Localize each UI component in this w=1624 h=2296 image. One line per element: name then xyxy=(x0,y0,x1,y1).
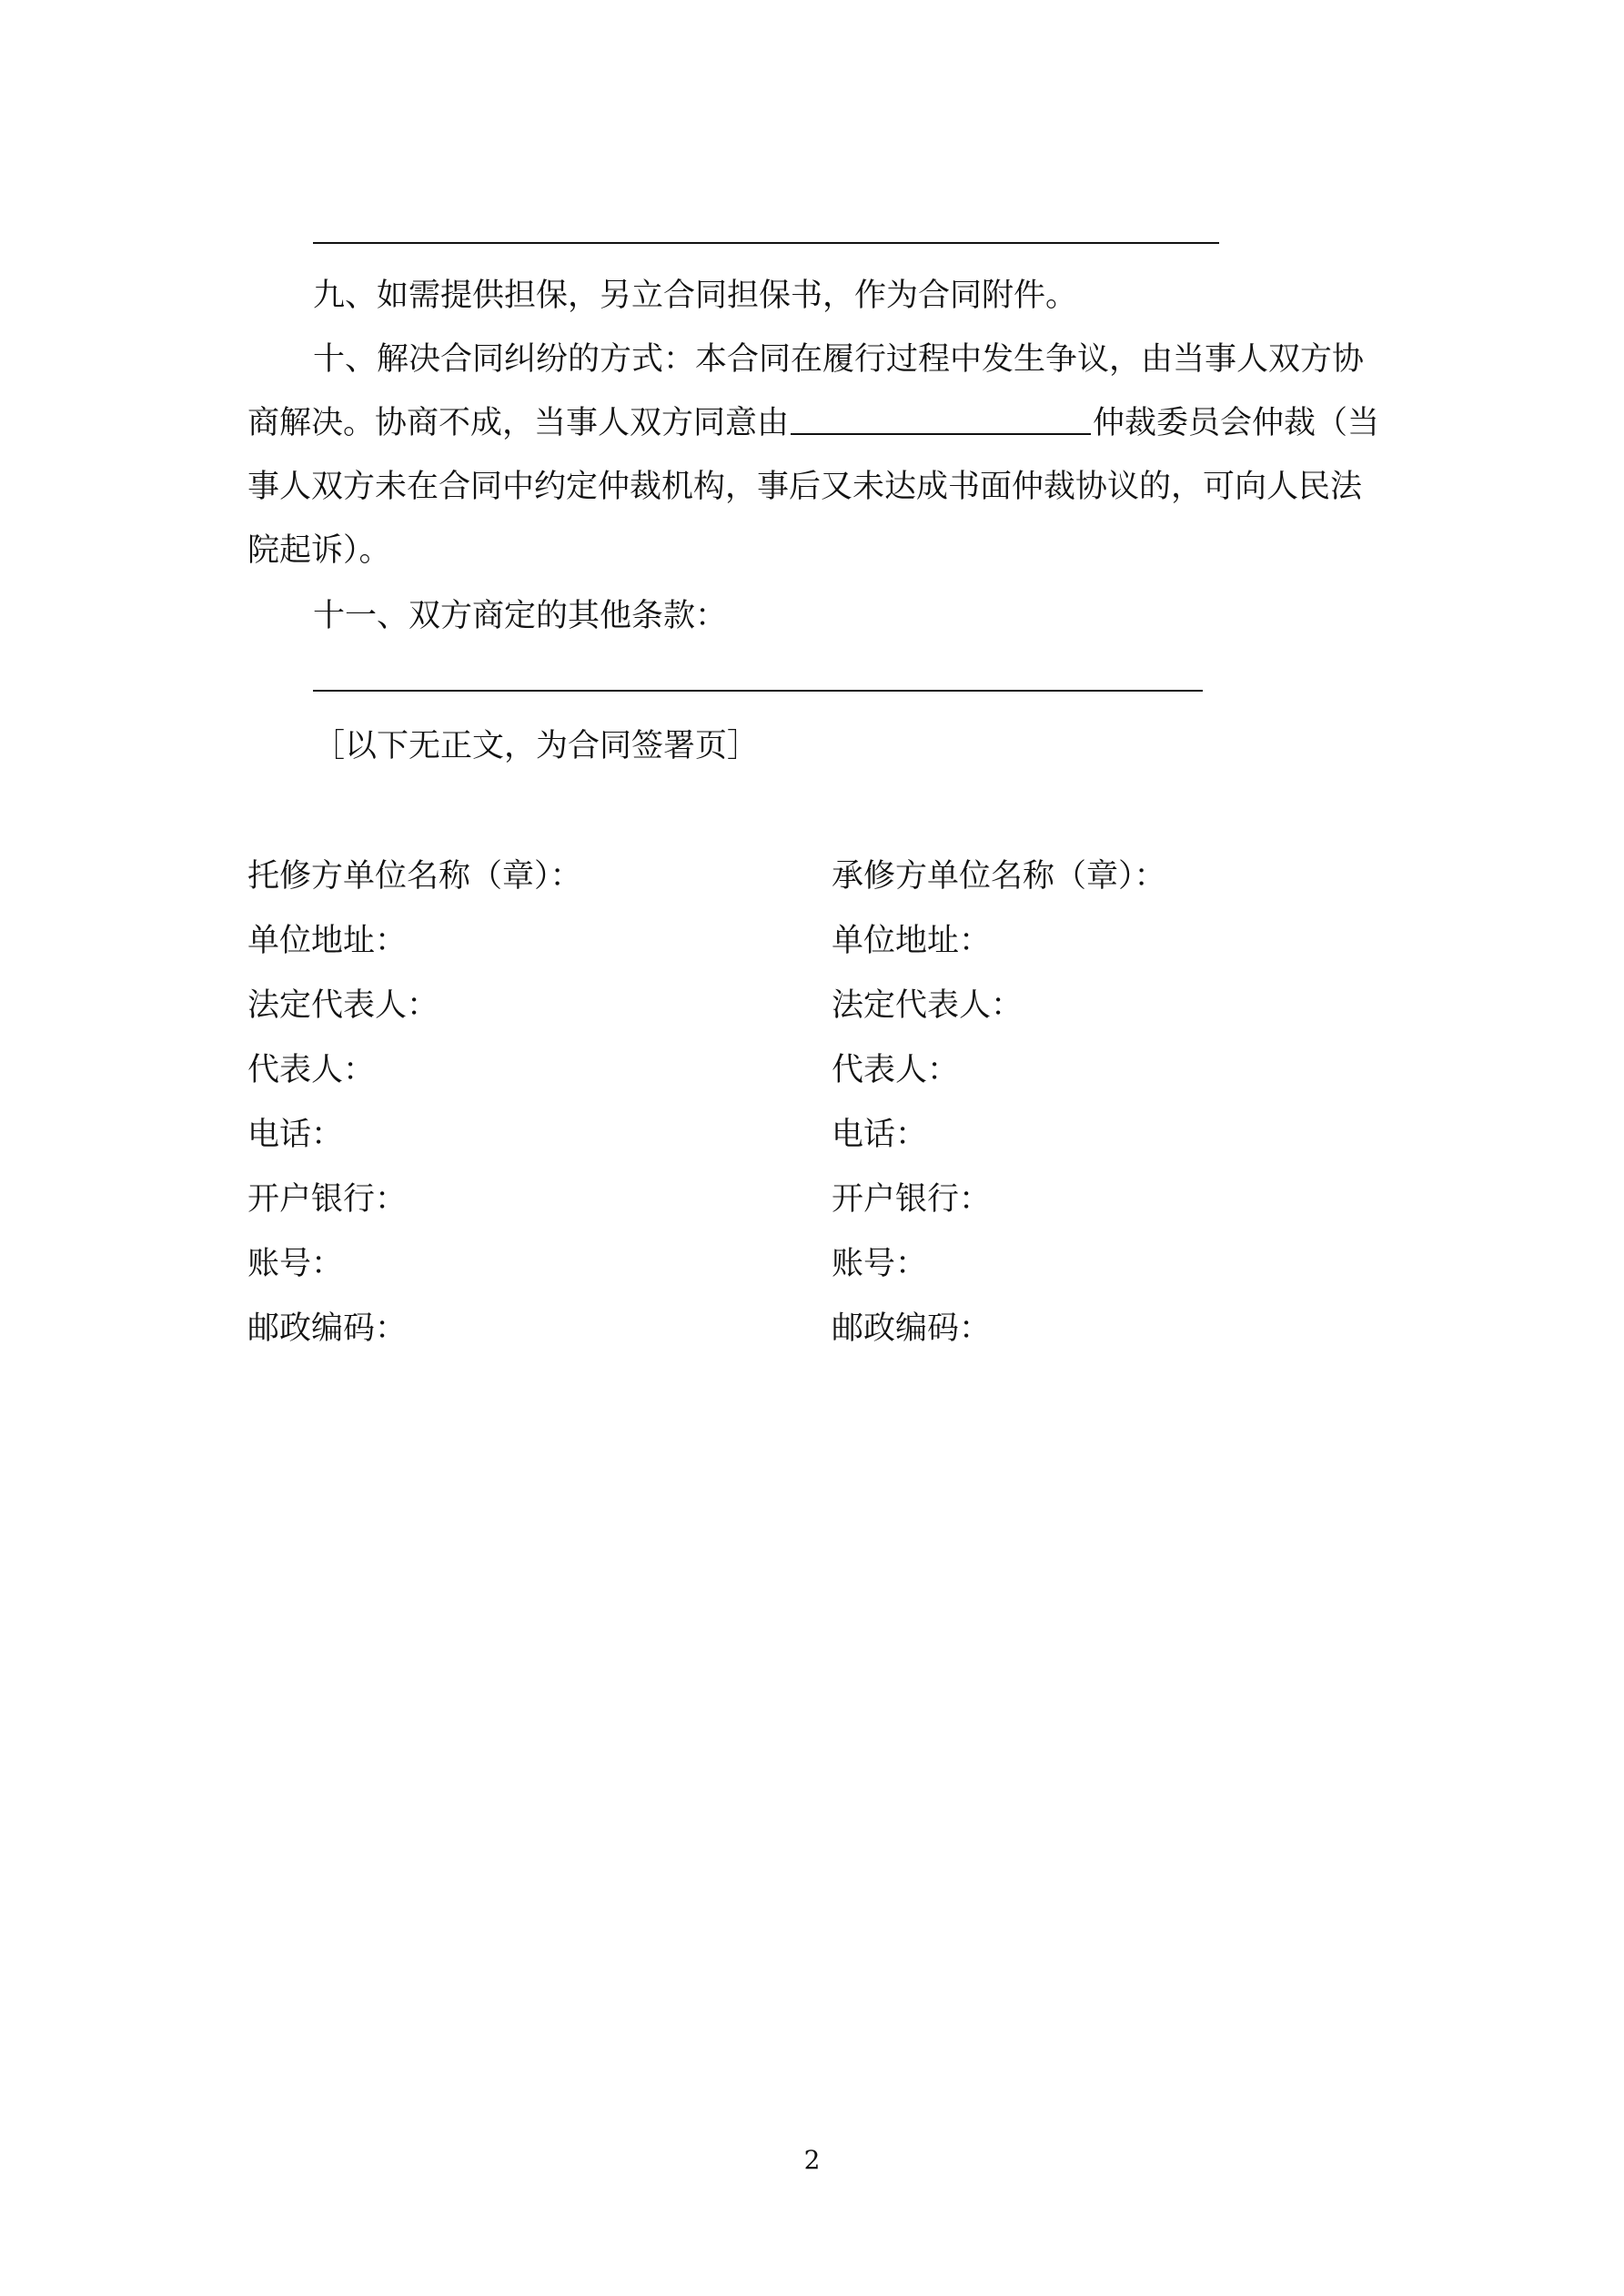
clause-10-line-2 xyxy=(247,400,1379,446)
clause-10-text-before-blank: 商解决。协商不成，当事人双方同意由 xyxy=(247,405,790,441)
page-number: 2 xyxy=(803,2145,821,2175)
clause-10-line-3: 事人双方未在合同中约定仲裁机构，事后又未达成书面仲裁协议的，可向人民法 xyxy=(247,469,1363,505)
clause-10-line-1: 十、解决合同纠纷的方式：本合同在履行过程中发生争议，由当事人双方协 xyxy=(313,341,1365,378)
contractor-representative: 代表人： xyxy=(832,1052,960,1088)
clause-11: 十一、双方商定的其他条款： xyxy=(313,598,728,634)
signature-block-contractor xyxy=(832,854,1166,1371)
arbitration-commission-blank xyxy=(791,404,1091,435)
fill-in-line-other-terms xyxy=(313,690,1203,692)
client-unit-name: 托修方单位名称（章）： xyxy=(247,858,582,895)
contractor-postcode: 邮政编码： xyxy=(832,1310,992,1347)
contractor-legal-representative: 法定代表人： xyxy=(832,987,1024,1024)
clause-10-text-after-blank: 仲裁委员会仲裁（当 xyxy=(1093,405,1380,441)
client-bank: 开户银行： xyxy=(247,1181,408,1218)
end-of-text-note: ［以下无正文，为合同签署页］ xyxy=(313,728,760,764)
client-postcode: 邮政编码： xyxy=(247,1310,408,1347)
contractor-unit-name: 承修方单位名称（章）： xyxy=(832,858,1166,895)
client-phone: 电话： xyxy=(247,1117,344,1153)
signature-block-client xyxy=(247,854,582,1371)
fill-in-line-top xyxy=(313,242,1219,244)
contractor-phone: 电话： xyxy=(832,1117,928,1153)
contractor-address: 单位地址： xyxy=(832,923,992,959)
contractor-bank: 开户银行： xyxy=(832,1181,992,1218)
clause-10-line-4: 院起诉）。 xyxy=(247,532,391,569)
client-address: 单位地址： xyxy=(247,923,408,959)
client-account: 账号： xyxy=(247,1246,344,1282)
client-legal-representative: 法定代表人： xyxy=(247,987,439,1024)
contractor-account: 账号： xyxy=(832,1246,928,1282)
client-representative: 代表人： xyxy=(247,1052,376,1088)
clause-9: 九、如需提供担保，另立合同担保书，作为合同附件。 xyxy=(313,278,1078,314)
